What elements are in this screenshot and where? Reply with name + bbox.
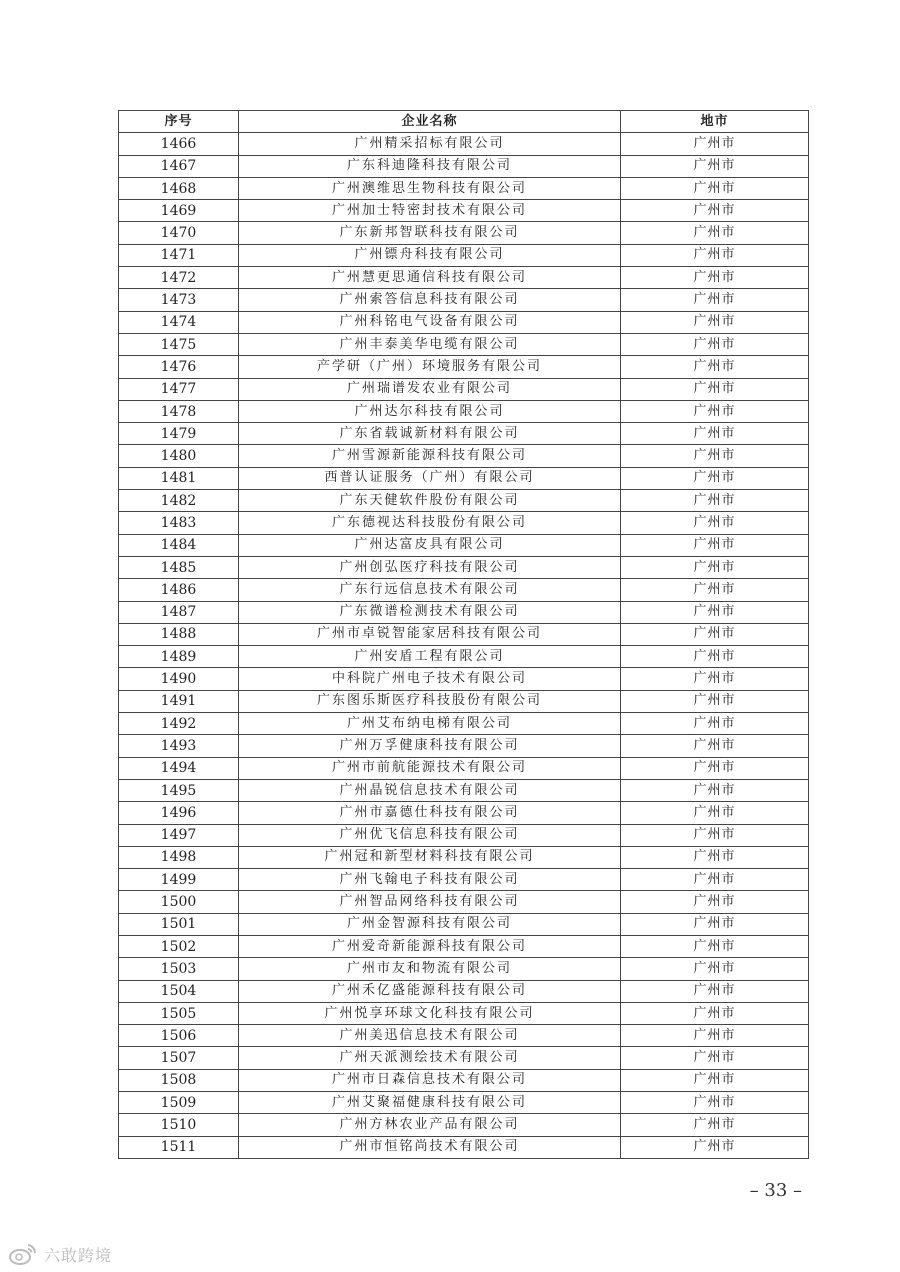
table-row [119,267,809,289]
company-name-cell: 广州镖舟科技有限公司 [239,244,621,266]
table-row [119,668,809,690]
city-cell: 广州市 [621,891,809,913]
table-row [119,913,809,935]
company-table [118,110,809,1159]
company-name-cell: 广州索答信息科技有限公司 [239,289,621,311]
weibo-logo-icon [8,1242,38,1266]
city-cell: 广州市 [621,1092,809,1114]
company-name-cell: 西普认证服务（广州）有限公司 [239,467,621,489]
row-index-cell: 1484 [119,534,239,556]
table-row [119,1092,809,1114]
city-cell: 广州市 [621,311,809,333]
company-name-cell: 广州智品网络科技有限公司 [239,891,621,913]
table-header-row [119,111,809,133]
table-row [119,579,809,601]
company-name-cell: 广东图乐斯医疗科技股份有限公司 [239,690,621,712]
row-index-cell: 1506 [119,1025,239,1047]
row-index-cell: 1491 [119,690,239,712]
city-cell: 广州市 [621,735,809,757]
city-cell: 广州市 [621,445,809,467]
row-index-cell: 1507 [119,1047,239,1069]
row-index-cell: 1479 [119,423,239,445]
company-name-cell: 广州达尔科技有限公司 [239,400,621,422]
row-index-cell: 1476 [119,356,239,378]
company-name-cell: 广州市恒铭尚技术有限公司 [239,1136,621,1158]
company-name-cell: 广州悦享环球文化科技有限公司 [239,1002,621,1024]
company-name-cell: 广州创弘医疗科技有限公司 [239,556,621,578]
row-index-cell: 1480 [119,445,239,467]
city-cell: 广州市 [621,177,809,199]
city-cell: 广州市 [621,1136,809,1158]
company-name-cell: 广州丰泰美华电缆有限公司 [239,333,621,355]
watermark-text: 六敢跨境 [44,1245,113,1265]
company-name-cell: 广东省载诚新材料有限公司 [239,423,621,445]
row-index-cell: 1485 [119,556,239,578]
row-index-cell: 1470 [119,222,239,244]
city-cell: 广州市 [621,757,809,779]
company-name-cell: 广州科铭电气设备有限公司 [239,311,621,333]
row-index-cell: 1497 [119,824,239,846]
row-index-cell: 1482 [119,490,239,512]
row-index-cell: 1487 [119,601,239,623]
table-row [119,891,809,913]
table-row [119,222,809,244]
row-index-cell: 1500 [119,891,239,913]
company-name-cell: 广州雪源新能源科技有限公司 [239,445,621,467]
company-name-cell: 广州艾布纳电梯有限公司 [239,713,621,735]
city-cell: 广州市 [621,133,809,155]
table-row [119,779,809,801]
company-name-cell: 广州冠和新型材料科技有限公司 [239,846,621,868]
row-index-cell: 1508 [119,1069,239,1091]
city-cell: 广州市 [621,802,809,824]
table-row [119,289,809,311]
company-name-cell: 广州市卓锐智能家居科技有限公司 [239,623,621,645]
table-row [119,244,809,266]
company-name-cell: 广州飞翰电子科技有限公司 [239,869,621,891]
table-row [119,958,809,980]
row-index-cell: 1490 [119,668,239,690]
row-index-cell: 1502 [119,935,239,957]
city-cell: 广州市 [621,713,809,735]
row-index-cell: 1498 [119,846,239,868]
column-header-index: 序号 [119,111,239,133]
city-cell: 广州市 [621,601,809,623]
watermark [8,1242,112,1266]
city-cell: 广州市 [621,646,809,668]
row-index-cell: 1503 [119,958,239,980]
city-cell: 广州市 [621,556,809,578]
row-index-cell: 1475 [119,333,239,355]
company-name-cell: 广州万孚健康科技有限公司 [239,735,621,757]
row-index-cell: 1499 [119,869,239,891]
table-row [119,556,809,578]
row-index-cell: 1473 [119,289,239,311]
row-index-cell: 1486 [119,579,239,601]
table-row [119,378,809,400]
row-index-cell: 1478 [119,400,239,422]
page-number: – 33 – [749,1180,802,1201]
table-row [119,467,809,489]
row-index-cell: 1472 [119,267,239,289]
company-name-cell: 广州慧更思通信科技有限公司 [239,267,621,289]
company-name-cell: 广东天健软件股份有限公司 [239,490,621,512]
company-name-cell: 广州加士特密封技术有限公司 [239,200,621,222]
row-index-cell: 1468 [119,177,239,199]
city-cell: 广州市 [621,846,809,868]
city-cell: 广州市 [621,200,809,222]
city-cell: 广州市 [621,400,809,422]
row-index-cell: 1489 [119,646,239,668]
table-row [119,757,809,779]
row-index-cell: 1493 [119,735,239,757]
company-name-cell: 广州优飞信息科技有限公司 [239,824,621,846]
city-cell: 广州市 [621,1025,809,1047]
row-index-cell: 1483 [119,512,239,534]
city-cell: 广州市 [621,267,809,289]
city-cell: 广州市 [621,869,809,891]
table-row [119,333,809,355]
city-cell: 广州市 [621,1069,809,1091]
row-index-cell: 1496 [119,802,239,824]
company-name-cell: 广州瑞谱发农业有限公司 [239,378,621,400]
table-row [119,623,809,645]
city-cell: 广州市 [621,1114,809,1136]
column-header-city: 地市 [621,111,809,133]
company-name-cell: 广东微谱检测技术有限公司 [239,601,621,623]
column-header-company-name: 企业名称 [239,111,621,133]
row-index-cell: 1488 [119,623,239,645]
table-row [119,400,809,422]
company-name-cell: 广州金智源科技有限公司 [239,913,621,935]
row-index-cell: 1471 [119,244,239,266]
table-row [119,601,809,623]
table-row [119,1025,809,1047]
company-name-cell: 广州市友和物流有限公司 [239,958,621,980]
row-index-cell: 1481 [119,467,239,489]
row-index-cell: 1494 [119,757,239,779]
company-name-cell: 广州方林农业产品有限公司 [239,1114,621,1136]
city-cell: 广州市 [621,155,809,177]
city-cell: 广州市 [621,490,809,512]
company-name-cell: 广州晶锐信息技术有限公司 [239,779,621,801]
company-name-cell: 广州安盾工程有限公司 [239,646,621,668]
city-cell: 广州市 [621,1002,809,1024]
row-index-cell: 1477 [119,378,239,400]
city-cell: 广州市 [621,333,809,355]
table-row [119,1136,809,1158]
table-row [119,200,809,222]
company-name-cell: 产学研（广州）环境服务有限公司 [239,356,621,378]
row-index-cell: 1467 [119,155,239,177]
company-name-cell: 广州爱奇新能源科技有限公司 [239,935,621,957]
table-row [119,1002,809,1024]
company-name-cell: 广东德视达科技股份有限公司 [239,512,621,534]
city-cell: 广州市 [621,244,809,266]
table-row [119,445,809,467]
row-index-cell: 1509 [119,1092,239,1114]
row-index-cell: 1511 [119,1136,239,1158]
company-name-cell: 广州艾聚福健康科技有限公司 [239,1092,621,1114]
city-cell: 广州市 [621,913,809,935]
row-index-cell: 1504 [119,980,239,1002]
table-row [119,1047,809,1069]
table-body [119,133,809,1159]
table-row [119,490,809,512]
row-index-cell: 1495 [119,779,239,801]
table-row [119,824,809,846]
table-row [119,802,809,824]
company-name-cell: 广州精采招标有限公司 [239,133,621,155]
city-cell: 广州市 [621,958,809,980]
table-row [119,869,809,891]
city-cell: 广州市 [621,779,809,801]
table-row [119,735,809,757]
table-row [119,534,809,556]
row-index-cell: 1469 [119,200,239,222]
company-name-cell: 广州美迅信息技术有限公司 [239,1025,621,1047]
city-cell: 广州市 [621,935,809,957]
table-row [119,713,809,735]
company-name-cell: 广东行远信息技术有限公司 [239,579,621,601]
city-cell: 广州市 [621,378,809,400]
table-row [119,935,809,957]
company-name-cell: 广州禾亿盛能源科技有限公司 [239,980,621,1002]
row-index-cell: 1505 [119,1002,239,1024]
company-name-cell: 中科院广州电子技术有限公司 [239,668,621,690]
company-name-cell: 广州达富皮具有限公司 [239,534,621,556]
row-index-cell: 1510 [119,1114,239,1136]
table-row [119,690,809,712]
table-row [119,980,809,1002]
city-cell: 广州市 [621,512,809,534]
table-row [119,155,809,177]
company-name-cell: 广东新邦智联科技有限公司 [239,222,621,244]
row-index-cell: 1492 [119,713,239,735]
city-cell: 广州市 [621,579,809,601]
city-cell: 广州市 [621,356,809,378]
city-cell: 广州市 [621,467,809,489]
company-name-cell: 广州市日森信息技术有限公司 [239,1069,621,1091]
row-index-cell: 1501 [119,913,239,935]
city-cell: 广州市 [621,1047,809,1069]
company-name-cell: 广东科迪隆科技有限公司 [239,155,621,177]
city-cell: 广州市 [621,534,809,556]
table-row [119,423,809,445]
company-name-cell: 广州市前航能源技术有限公司 [239,757,621,779]
table-row [119,1069,809,1091]
city-cell: 广州市 [621,623,809,645]
city-cell: 广州市 [621,668,809,690]
city-cell: 广州市 [621,289,809,311]
table-row [119,1114,809,1136]
row-index-cell: 1474 [119,311,239,333]
table-row [119,356,809,378]
table-row [119,646,809,668]
city-cell: 广州市 [621,423,809,445]
table-row [119,177,809,199]
company-name-cell: 广州天派测绘技术有限公司 [239,1047,621,1069]
city-cell: 广州市 [621,690,809,712]
table-row [119,846,809,868]
table-row [119,311,809,333]
city-cell: 广州市 [621,222,809,244]
row-index-cell: 1466 [119,133,239,155]
city-cell: 广州市 [621,824,809,846]
company-name-cell: 广州澳维思生物科技有限公司 [239,177,621,199]
city-cell: 广州市 [621,980,809,1002]
table-row [119,133,809,155]
table-row [119,512,809,534]
company-name-cell: 广州市嘉德仕科技有限公司 [239,802,621,824]
